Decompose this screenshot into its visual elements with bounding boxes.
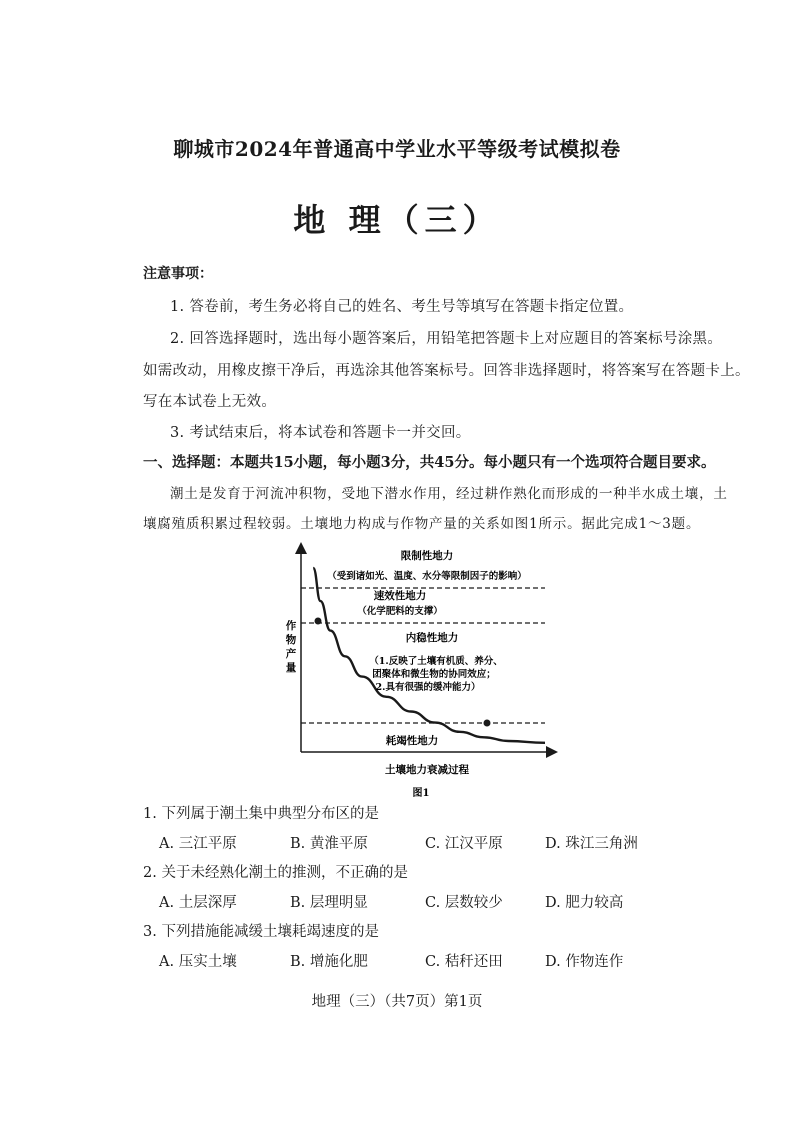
question-stem: 1. 下列属于潮土集中典型分布区的是 [143,806,379,822]
answer-option: B. 增施化肥 [290,954,368,970]
zone-desc: 2.具有很强的缓冲能力） [375,682,481,693]
answer-option: D. 作物连作 [545,954,624,970]
note-item: 如需改动，用橡皮擦干净后，再选涂其他答案标号。回答非选择题时，将答案写在答题卡上。 [143,363,750,379]
note-item: 1. 答卷前，考生务必将自己的姓名、考生号等填写在答题卡指定位置。 [170,299,634,315]
note-item: 写在本试卷上无效。 [143,394,277,410]
answer-option: B. 黄淮平原 [290,836,368,852]
answer-option: A. 土层深厚 [159,895,237,911]
answer-option: A. 三江平原 [159,836,237,852]
zone-title: 耗竭性地力 [385,735,439,747]
answer-option: C. 层数较少 [425,895,503,911]
question-stem: 3. 下列措施能减缓土壤耗竭速度的是 [143,924,379,940]
x-axis-label: 土壤地力衰减过程 [385,764,469,776]
page-footer: 地理（三）（共7页）第1页 [311,994,483,1010]
passage-line: 壤腐殖质积累过程较弱。土壤地力构成与作物产量的关系如图1所示。据此完成1～3题。 [143,516,701,532]
y-axis-label-char: 量 [285,662,297,674]
zone-title: 内稳性地力 [405,632,459,644]
y-axis-label-char: 作 [285,620,297,632]
section-heading: 一、选择题：本题共15小题，每小题3分，共45分。每小题只有一个选项符合题目要求。 [143,454,716,471]
answer-option: C. 秸秆还田 [425,954,503,970]
exam-title: 聊城市2024年普通高中学业水平等级考试模拟卷 [173,137,621,161]
zone-desc: 团聚体和微生物的协同效应； [372,669,496,680]
curve-point-start [315,618,322,625]
answer-option: A. 压实土壤 [159,954,237,970]
zone-title: 速效性地力 [373,590,427,602]
answer-option: D. 珠江三角洲 [545,836,638,852]
curve-point-end [484,720,491,727]
answer-option: D. 肥力较高 [545,895,624,911]
y-axis-label-char: 物 [285,634,297,646]
zone-title: 限制性地力 [400,550,454,562]
zone-desc: （受到诸如光、温度、水分等限制因子的影响） [327,571,527,582]
question-stem: 2. 关于未经熟化潮土的推测，不正确的是 [143,865,408,881]
figure-1 [270,540,570,800]
y-axis-label-char: 产 [285,648,297,660]
zone-desc: （1.反映了土壤有机质、养分、 [369,656,503,667]
passage-line: 潮土是发育于河流冲积物，受地下潜水作用，经过耕作熟化而形成的一种半水成土壤，土 [170,486,728,502]
notes-heading: 注意事项： [143,266,213,282]
zone-desc: （化学肥料的支撑） [357,606,443,617]
answer-option: C. 江汉平原 [425,836,503,852]
subject-title: 地 理（三） [293,201,501,239]
answer-option: B. 层理明显 [290,895,368,911]
note-item: 2. 回答选择题时，选出每小题答案后，用铅笔把答题卡上对应题目的答案标号涂黑。 [170,331,723,347]
note-item: 3. 考试结束后，将本试卷和答题卡一并交回。 [170,425,471,441]
figure-caption: 图1 [412,788,430,799]
